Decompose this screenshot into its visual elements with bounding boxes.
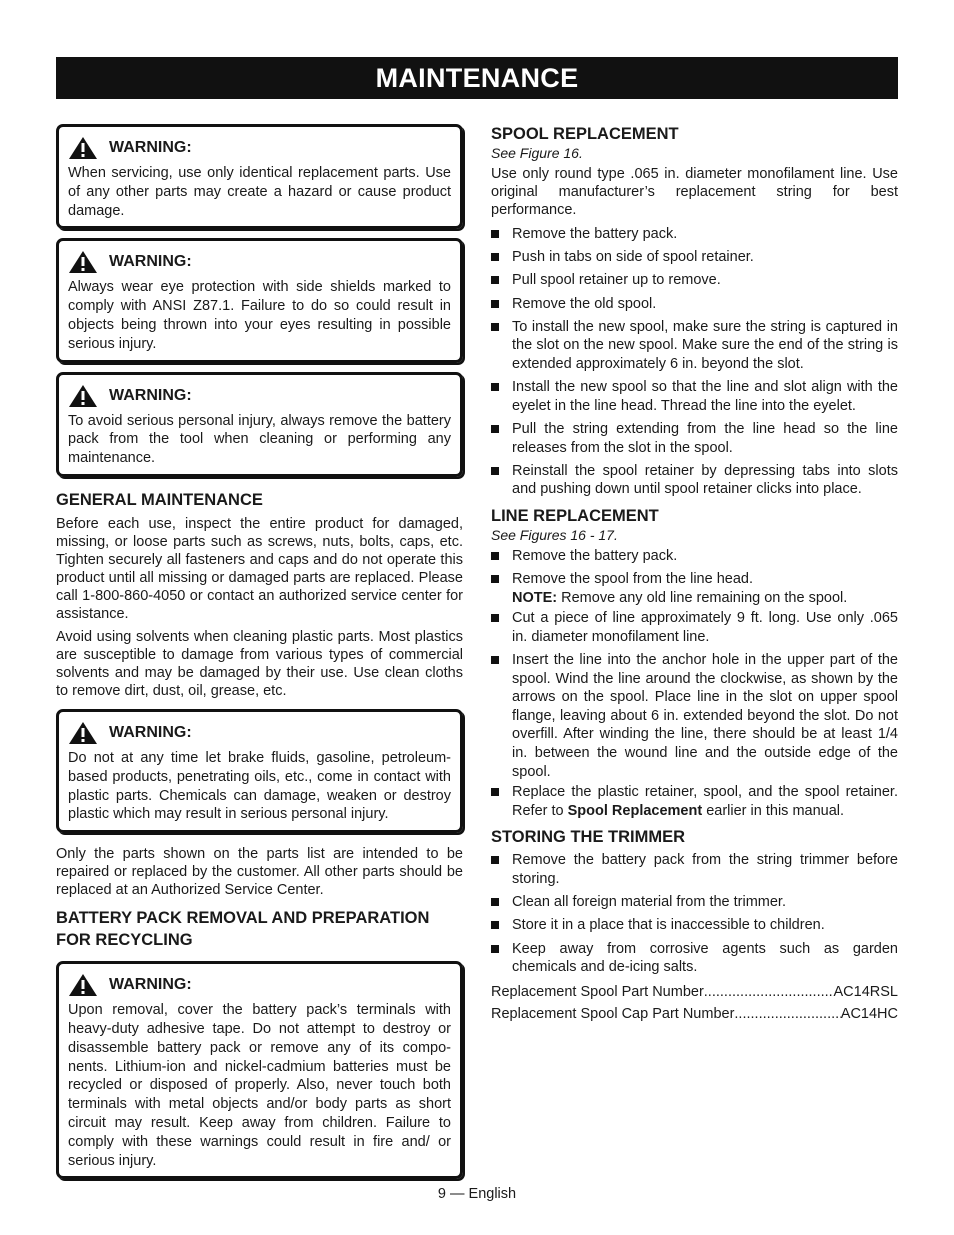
cross-reference: Spool Replacement [567, 802, 703, 819]
line-replacement-heading: LINE REPLACEMENT [491, 506, 659, 525]
list-item: Push in tabs on side of spool retainer. [491, 248, 898, 267]
warning-text: When servicing, use only identical replacement parts. Use of any other parts may create a hazard or cause product damage. [68, 165, 451, 219]
list-item: Keep away from corrosive agents such as garden chemicals and de-icing salts. [491, 940, 898, 977]
list-item: Store it in a place that is inaccessible to children. [491, 916, 898, 935]
list-item: Remove the battery pack from the string trimmer before storing. [491, 851, 898, 888]
figure-reference: See Figures 16 - 17. [491, 526, 618, 543]
note-label: NOTE: [512, 589, 558, 606]
parts-paragraph: Only the parts shown on the parts list are intended to be repaired or replaced by the customer. All other parts should be replaced at an Authorized Service Center. [56, 846, 463, 899]
dot-leader [734, 1003, 840, 1025]
list-item: Install the new spool so that the line and slot align with the eyelet in the line head. Thread the line into the eyelet. [491, 378, 898, 415]
note-text: Remove any old line remaining on the spool. [557, 589, 848, 606]
warning-triangle-icon [68, 973, 98, 997]
list-item [491, 570, 898, 607]
warning-box [56, 124, 463, 229]
general-maintenance-heading: GENERAL MAINTENANCE [56, 490, 263, 509]
list-item: Pull the string extending from the line head so the line releases from the slot in the spool. [491, 420, 898, 457]
list-item: Remove the battery pack. [491, 225, 898, 244]
left-column [56, 124, 463, 1188]
list-item: Remove the old spool. [491, 295, 898, 314]
general-maintenance-paragraph: Before each use, inspect the entire product for damaged, missing, or loose parts such as screws, nuts, bolts, caps, etc. Tighten securely all fasteners and caps and do not operate this product until all missing or damaged parts are replaced. Please call 1-800-860-4050 or contact an authorized service center for assistance. [56, 515, 463, 622]
list-item: Pull spool retainer up to remove. [491, 271, 898, 290]
warning-triangle-icon [68, 250, 98, 274]
warning-box [56, 709, 463, 833]
page-footer: 9 — English [437, 1186, 517, 1202]
warning-box [56, 238, 463, 362]
warning-box [56, 372, 463, 477]
list-item-text: Replace the plastic retainer, spool, and the spool retainer. Refer to [512, 784, 898, 819]
warning-text: Do not at any time let brake fluids, gasoline, petroleum-based products, penetrating oils, etc., come in contact with plastic parts. Chemicals can damage, weaken or destroy plastic which may result in serious personal injury. [68, 749, 451, 823]
list-item: Cut a piece of line approximately 9 ft. long. Use only .065 in. diameter monofilament line. [491, 609, 898, 646]
warning-triangle-icon [68, 384, 98, 408]
warning-box [56, 961, 463, 1179]
parts-list [491, 981, 898, 1025]
warning-title: WARNING: [109, 139, 192, 156]
part-number: AC14HC [840, 1006, 898, 1023]
warning-text: Always wear eye protection with side shields marked to comply with ANSI Z87.1. Failure to do so could result in objects being thrown into your eyes resulting in possible serious injury. [68, 279, 451, 352]
storing-steps-list [491, 851, 898, 976]
solvents-paragraph: Avoid using solvents when cleaning plastic parts. Most plastics are susceptible to damage from various types of commercial solvents and may be damaged by their use. Use clean cloths to remove dirt, dust, oil, grease, etc. [56, 628, 463, 699]
part-number: AC14RSL [833, 984, 898, 1001]
page-title-banner [56, 57, 898, 99]
warning-triangle-icon [68, 721, 98, 745]
line-steps-list [491, 547, 898, 821]
list-item: Clean all foreign material from the trimmer. [491, 893, 898, 912]
list-item: Reinstall the spool retainer by depressing tabs into slots and pushing down until spool retainer clicks into place. [491, 462, 898, 499]
spool-intro-paragraph: Use only round type .065 in. diameter monofilament line. Use original manufacturer’s replacement string for best performance. [491, 166, 898, 218]
part-label: Replacement Spool Part Number [491, 984, 704, 1001]
part-label: Replacement Spool Cap Part Number [491, 1006, 735, 1023]
spool-replacement-heading: SPOOL REPLACEMENT [491, 125, 679, 143]
list-item: Remove the battery pack. [491, 547, 898, 566]
page-title: MAINTENANCE [375, 63, 579, 93]
right-column [491, 123, 898, 1025]
spool-steps-list [491, 225, 898, 499]
list-item [491, 783, 898, 820]
list-item: Insert the line into the anchor hole in the upper part of the spool. Wind the line around the clockwise, as shown by the arrows on the spool. Place line in the slot on upper spool flange, leaving about 6 in. extended beyond the slot. Do not overfill. After winding the line, there should be at least 1/4 in. between the wound line and the outside edge of the spool. [491, 651, 898, 781]
list-item-text: Remove the spool from the line head. [512, 571, 753, 588]
warning-title: WARNING: [109, 976, 192, 994]
warning-header [68, 720, 451, 746]
part-row [491, 981, 898, 1003]
warning-title: WARNING: [109, 386, 192, 404]
warning-triangle-icon [68, 136, 98, 160]
warning-title: WARNING: [109, 253, 192, 271]
dot-leader [704, 981, 834, 1003]
cross-reference-tail: earlier in this manual. [702, 802, 845, 819]
storing-heading: STORING THE TRIMMER [491, 828, 686, 847]
part-row [491, 1003, 898, 1025]
warning-header [68, 135, 451, 161]
list-item: To install the new spool, make sure the string is captured in the slot on the new spool. Make sure the end of the string is extended approximately 6 in. beyond the slot. [491, 318, 898, 374]
figure-reference: See Figure 16. [491, 145, 583, 161]
warning-header [68, 249, 451, 275]
warning-header [68, 972, 451, 998]
warning-text: Upon removal, cover the battery pack’s terminals with heavy-duty adhesive tape. Do not attempt to destroy or disassemble battery pack or remove any of its compo-nents. Lithium-ion and nickel-cadmium batteries must be recycled or disposed of properly. Also, never touch both terminals with metal objects and/or body parts as short circuit may result. Keep away from children. Failure to comply with these warnings could result in fire and/ or serious injury. [68, 1002, 451, 1169]
note [512, 589, 898, 608]
warning-text: To avoid serious personal injury, always remove the battery pack from the tool when cleaning or performing any maintenance. [68, 412, 451, 467]
battery-removal-heading: BATTERY PACK REMOVAL AND PREPARATION FOR RECYCLING [56, 909, 430, 950]
warning-header [68, 383, 451, 409]
warning-title: WARNING: [109, 723, 192, 741]
